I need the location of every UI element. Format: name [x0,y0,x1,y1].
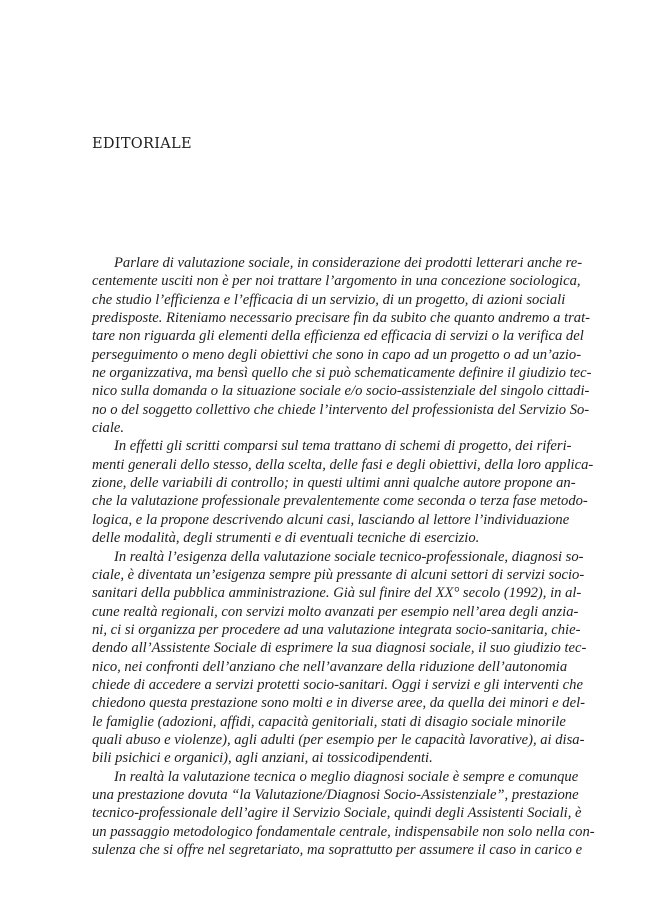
text-line: tare non riguarda gli elementi della efficienza ed efficacia di servizi o la verifica del [92,328,584,345]
text-line: centemente usciti non è per noi trattare l’argomento in una concezione sociologica, [92,273,581,290]
text-line: dendo all’Assistente Sociale di esprimere la sua diagnosi sociale, il suo giudizio tec- [92,640,587,657]
text-line: le famiglie (adozioni, affidi, capacità genitoriali, stati di disagio sociale minorile [92,713,566,730]
text-line: un passaggio metodologico fondamentale centrale, indispensabile non solo nella con- [92,823,595,840]
text-line: perseguimento o meno degli obiettivi che sono in capo ad un progetto o ad un’azio- [92,346,582,363]
paragraph-2 [92,437,594,547]
text-line: ciale, è diventata un’esigenza sempre più pressante di alcuni settori di servizi socio- [92,566,585,583]
text-line: quali abuso e violenze), agli adulti (per esempio per le capacità lavorative), ai disa- [92,731,585,748]
text-line: chiedono questa prestazione sono molti e in diverse aree, da quella dei minori e del- [92,695,585,712]
text-line: predisposte. Riteniamo necessario precisare fin da subito che quanto andremo a trat- [92,310,591,327]
paragraph-1 [92,254,592,437]
text-line: che la valutazione professionale prevalentemente come seconda o terza fase metodo- [92,493,588,510]
text-line: cune realtà regionali, con servizi molto avanzati per esempio nell’area degli anzia- [92,603,579,620]
text-line: Parlare di valutazione sociale, in considerazione dei prodotti letterari anche re- [114,255,583,271]
text-line: sulenza che si offre nel segretariato, ma soprattutto per assumere il caso in carico e [92,842,583,858]
text-line: zione, delle variabili di controllo; in questi ultimi anni qualche autore propone an- [92,475,576,492]
text-line: In effetti gli scritti comparsi sul tema trattano di schemi di progetto, dei riferi- [114,438,572,455]
text-line: nico sulla domanda o la situazione sociale e/o socio-assistenziale del singolo cittadi- [92,383,590,400]
text-line: In realtà l’esigenza della valutazione sociale tecnico-professionale, diagnosi so- [114,548,584,565]
paragraph-4 [92,768,595,860]
text-line: logica, e la propone descrivendo alcuni casi, lasciando al lettore l’individuazione [92,511,570,528]
text-line: una prestazione dovuta “la Valutazione/Diagnosi Socio-Assistenziale”, prestazione [92,786,579,803]
text-line: no o del soggetto collettivo che chiede l’intervento del professionista del Servizio So- [92,401,590,418]
text-line: In realtà la valutazione tecnica o meglio diagnosi sociale è sempre e comunque [114,768,579,785]
text-line: bili psichici e organici), agli anziani, ai tossicodipendenti. [92,750,433,767]
text-line: delle modalità, degli strumenti e di eventuali tecniche di esercizio. [92,530,480,547]
paragraph-3 [92,548,587,768]
text-line: sanitari della pubblica amministrazione. Già sul finire del XX° secolo (1992), in al- [92,585,582,602]
section-heading: EDITORIALE [92,136,192,152]
editorial-body [92,254,595,859]
text-line: ni, ci si organizza per procedere ad una valutazione integrata socio-sanitaria, chie- [92,621,581,638]
text-line: nico, nei confronti dell’anziano che nell’avanzare della riduzione dell’autonomia [92,658,568,675]
text-line: ciale. [92,420,125,437]
text-line: tecnico-professionale dell’agire il Servizio Sociale, quindi degli Assistenti Sociali, è [92,805,582,822]
text-line: che studio l’efficienza e l’efficacia di un servizio, di un progetto, di azioni sociali [92,291,566,308]
text-line: ne organizzativa, ma bensì quello che si può schematicamente definire il giudizio tec- [92,365,592,382]
text-line: menti generali dello stesso, della scelta, delle fasi e degli obiettivi, della loro applica- [92,456,594,473]
text-line: chiede di accedere a servizi protetti socio-sanitari. Oggi i servizi e gli interventi che [92,676,583,693]
